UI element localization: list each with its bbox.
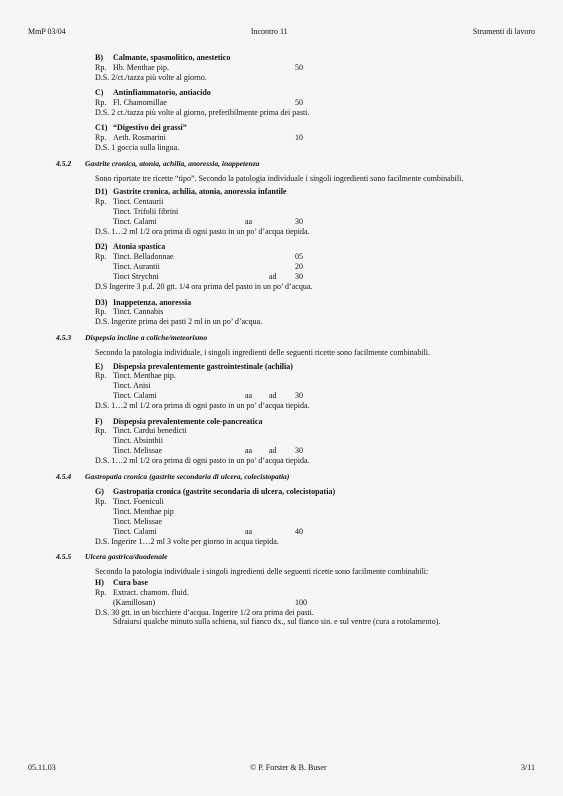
quantity: 50 (295, 97, 303, 107)
ad-marker: ad (269, 272, 277, 282)
ds-line (95, 537, 535, 547)
ds-line (95, 143, 535, 153)
rp-line (95, 217, 535, 227)
ingredient: Tinct. Menthae pip. (113, 371, 176, 381)
ds-label: D.S. (95, 72, 110, 82)
rp-label: Rp. (95, 97, 107, 107)
recipe-name: Cura base (113, 577, 148, 587)
recipe-b (95, 53, 535, 82)
section-intro: Sono riportate tre ricette “tipo”. Secondo la patologia individuale i singoli ingredienti sono facilmente combinabili. (95, 173, 464, 183)
rp-label: Rp. (95, 371, 107, 381)
quantity: 50 (295, 62, 303, 72)
ingredient: Tinct. Melissae (113, 446, 163, 456)
aa-marker: aa (245, 446, 253, 456)
ds-label: D.S. (95, 607, 110, 617)
header-right: Strumenti di lavoro (472, 27, 535, 36)
ds-line (95, 227, 535, 237)
rp-line (95, 133, 535, 143)
ingredient: Tinct. Calami (113, 391, 157, 401)
recipe-code: G) (95, 487, 104, 497)
document-body (56, 53, 535, 633)
recipe-title (95, 362, 535, 372)
recipe-f (95, 417, 535, 466)
recipe-h (95, 578, 535, 627)
ds-line (95, 108, 535, 118)
recipe-c1 (95, 123, 535, 152)
section-intro: Secondo la patologia individuale, i singoli ingredienti delle seguenti ricette sono facilmente combinabili. (95, 347, 431, 357)
rp-label: Rp. (95, 307, 107, 317)
rp-label: Rp. (95, 132, 107, 142)
ds-text: 1…2 ml 1/2 ora prima di ogni pasto in un po’ d’acqua tiepida. (111, 456, 310, 466)
recipe-c (95, 88, 535, 117)
header-center: Incontro 11 (250, 27, 288, 36)
quantity: 30 (295, 391, 303, 401)
recipe-name: Calmante, spasmolitico, anestetico (113, 53, 231, 62)
rp-line (95, 98, 535, 108)
recipe-title (95, 578, 535, 588)
recipe-title (95, 417, 535, 427)
recipe-code: H) (95, 577, 104, 587)
quantity: 30 (295, 446, 303, 456)
recipe-code: D3) (95, 297, 108, 307)
ds-label: D.S. (95, 107, 110, 117)
aa-marker: aa (245, 391, 253, 401)
ds-text: Ingerire 3 p.d. 20 gtt. 1/4 ora prima del pasto in un po’ d’acqua. (109, 282, 313, 292)
rp-line (95, 507, 535, 517)
ds-label: D.S. (95, 401, 110, 411)
recipe-code: C) (95, 88, 104, 98)
rp-line (95, 197, 535, 207)
footer-page-number: 3/11 (521, 763, 535, 772)
recipe-code: C1) (95, 123, 108, 133)
ad-marker: ad (269, 446, 277, 456)
section-number: 4.5.4 (56, 471, 72, 481)
quantity: 30 (295, 216, 303, 226)
ds-line (95, 73, 535, 83)
ingredient: Tinct. Melissae (113, 516, 163, 526)
rp-line (95, 391, 535, 401)
section-heading-455 (56, 552, 535, 561)
ds-label: D.S. (95, 317, 110, 327)
ds-label: D.S (95, 282, 108, 292)
quantity: 05 (295, 252, 303, 262)
quantity: 10 (295, 132, 303, 142)
ingredient: Tinct Strychni (113, 272, 159, 282)
page-header (28, 27, 535, 39)
quantity: 100 (295, 597, 307, 607)
recipe-title (95, 88, 535, 98)
ingredient: Tinct. Calami (113, 216, 157, 226)
rp-label: Rp. (95, 252, 107, 262)
rp-line (95, 517, 535, 527)
recipe-code: B) (95, 53, 103, 62)
recipe-name: Gastrite cronica, achilia, atonia, anoressia infantile (113, 187, 287, 197)
ds-line (95, 456, 535, 466)
ds-line (95, 401, 535, 411)
ds-text: 2 ct./tazza più volte al giorno, preferibilmente prima dei pasti. (111, 107, 310, 117)
rp-line (95, 63, 535, 73)
ingredient: Aeth. Rosmarini (113, 132, 166, 142)
ingredient: Tinct. Cannabis (113, 307, 164, 317)
ingredient: (Kamillosan) (113, 597, 156, 607)
aa-marker: aa (245, 216, 253, 226)
ingredient: Extract. chamom. fluid. (113, 587, 189, 597)
recipe-name: Dispepsia prevalentemente gastrointestinale (achilia) (113, 361, 293, 371)
ds-text: 2/ct./tazza più volte al giorno. (111, 72, 207, 82)
ds-line (95, 608, 535, 618)
ingredient: Tinct. Menthae pip (113, 506, 174, 516)
footer-date: 05.11.03 (28, 763, 56, 772)
section-number: 4.5.2 (56, 158, 72, 168)
ingredient: Tinct. Centaurii (113, 196, 164, 206)
ingredient: Tinct. Cardui benedicti (113, 426, 187, 436)
section-heading-452 (56, 159, 535, 168)
ds-text: Ingerire 1…2 ml 3 volte per giorno in acqua tiepida. (111, 536, 279, 546)
quantity: 40 (295, 526, 303, 536)
recipe-code: F) (95, 416, 103, 426)
ds-text: 1 goccia sulla lingua. (111, 142, 180, 152)
ingredient: Hb. Menthae pip. (113, 62, 169, 72)
quantity: 30 (295, 272, 303, 282)
rp-line (95, 497, 535, 507)
recipe-title (95, 187, 535, 197)
rp-line (95, 527, 535, 537)
recipe-d1 (95, 187, 535, 236)
rp-line (95, 446, 535, 456)
recipe-name: Dispepsia prevalentemente cole-pancreatica (113, 416, 263, 426)
recipe-code: E) (95, 361, 103, 371)
rp-line (95, 307, 535, 317)
ds-text: Ingerire prima dei pasti 2 ml in un po’ d’acqua. (111, 317, 263, 327)
section-title: Gastropatia cronica (gastrite secondaria di ulcera, colecistopatia) (85, 471, 290, 481)
ds-label: D.S. (95, 536, 110, 546)
rp-line (95, 426, 535, 436)
recipe-title (95, 298, 535, 308)
quantity: 20 (295, 262, 303, 272)
ds-label: D.S. (95, 226, 110, 236)
ds-line (95, 282, 535, 292)
rp-label: Rp. (95, 426, 107, 436)
recipe-title (95, 242, 535, 252)
ingredient: Tinct. Anisi (113, 381, 151, 391)
rp-line (95, 381, 535, 391)
recipe-code: D1) (95, 187, 108, 197)
ds-line (95, 317, 535, 327)
ingredient: Tinct. Belladonnae (113, 252, 174, 262)
section-heading-453 (56, 333, 535, 342)
recipe-title (95, 53, 535, 63)
recipe-d3 (95, 298, 535, 327)
ingredient: Tinct. Aurantii (113, 262, 160, 272)
rp-line (95, 598, 535, 608)
rp-line (95, 436, 535, 446)
ingredient: Tinct. Calami (113, 526, 157, 536)
recipe-d2 (95, 242, 535, 291)
rp-line (95, 371, 535, 381)
rp-label: Rp. (95, 62, 107, 72)
footer-copyright: © P. Forster & B. Buser (250, 763, 327, 772)
ds-label: D.S. (95, 456, 110, 466)
aa-marker: aa (245, 526, 253, 536)
section-number: 4.5.5 (56, 552, 72, 562)
recipe-g (95, 487, 535, 546)
recipe-name: Antinfiammatorio, antiacido (113, 88, 211, 98)
ds-text: 30 gtt. in un bicchiere d’acqua. Ingerire 1/2 ora prima dei pasti. (111, 607, 314, 617)
recipe-e (95, 362, 535, 411)
ds-line-continued: Sdraiarsi qualche minuto sulla schiena, sul fianco dx., sul fianco sin. e sul ventre (cura a rotolamento). (113, 617, 441, 627)
recipe-title (95, 123, 535, 133)
recipe-title (95, 487, 535, 497)
ingredient: Tinct. Absinthii (113, 436, 163, 446)
recipe-name: “Digestivo dei grassi” (113, 123, 187, 133)
rp-label: Rp. (95, 496, 107, 506)
rp-line (95, 252, 535, 262)
ds-text: 1…2 ml 1/2 ora prima di ogni pasto in un po’ d’acqua tiepida. (111, 401, 310, 411)
rp-label: Rp. (95, 587, 107, 597)
rp-label: Rp. (95, 196, 107, 206)
ds-text: 1…2 ml 1/2 ora prima di ogni pasto in un po’ d’acqua tiepida. (111, 226, 310, 236)
recipe-code: D2) (95, 242, 108, 252)
ingredient: Tinct. Foeniculi (113, 496, 164, 506)
section-heading-454 (56, 472, 535, 481)
ds-label: D.S. (95, 142, 110, 152)
ingredient: Fl. Chamomillae (113, 97, 167, 107)
recipe-name: Gastropatia cronica (gastrite secondaria di ulcera, colecistopatia) (113, 487, 336, 497)
ingredient: Tinct. Trifolii fibrini (113, 206, 179, 216)
section-number: 4.5.3 (56, 332, 72, 342)
section-title: Ulcera gastrica/duodenale (85, 552, 168, 562)
section-intro: Secondo la patologia individuale i singoli ingredienti delle seguenti ricette sono facilmente combinabili: (95, 567, 429, 577)
section-title: Dispepsia incline a coliche/meteorismo (85, 332, 208, 342)
ad-marker: ad (269, 391, 277, 401)
rp-line (95, 272, 535, 282)
rp-line (95, 588, 535, 598)
recipe-name: Atonia spastica (113, 242, 166, 252)
header-left: MmP 03/04 (28, 27, 66, 36)
rp-line (95, 207, 535, 217)
recipe-name: Inappetenza, anoressia (113, 297, 192, 307)
page-footer (28, 763, 535, 775)
section-title: Gastrite cronica, atonia, achilia, anoressia, inappetenza (85, 158, 260, 168)
rp-line (95, 262, 535, 272)
